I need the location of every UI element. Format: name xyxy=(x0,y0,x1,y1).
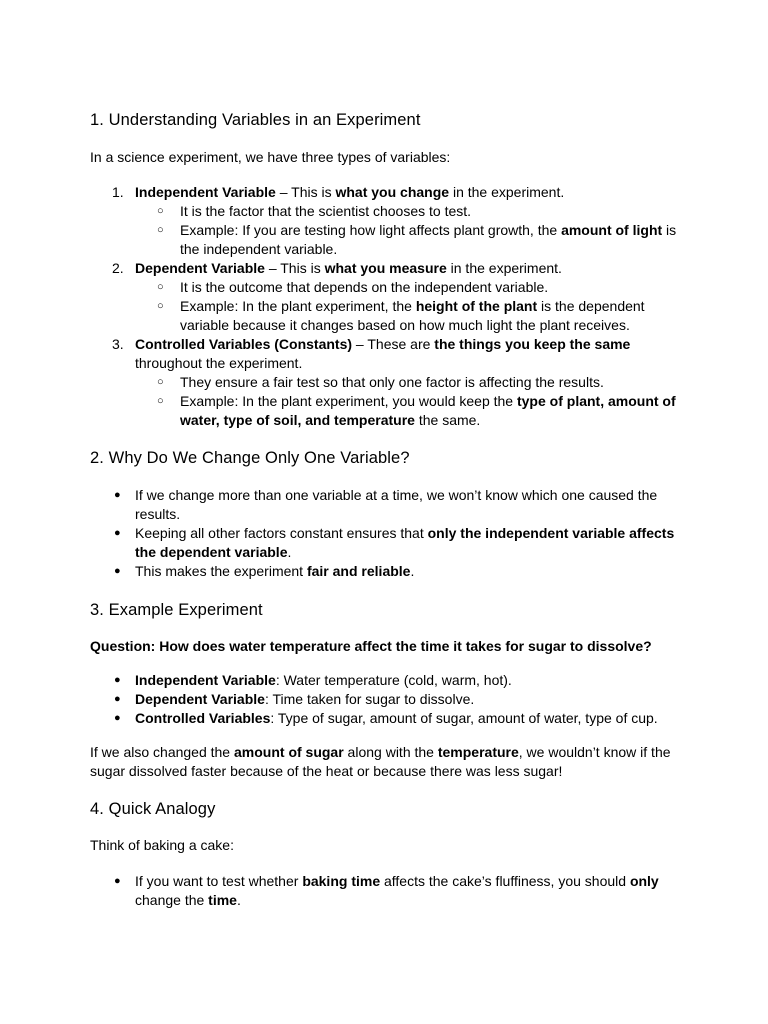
bold-text: Independent Variable xyxy=(135,672,276,688)
bold-text: only xyxy=(629,873,659,889)
section-4-intro: Think of baking a cake: xyxy=(90,837,234,853)
sublist-item xyxy=(135,202,680,221)
item-text xyxy=(135,563,414,579)
list-item-independent xyxy=(90,183,680,259)
circle-bullet-icon: ○ xyxy=(157,281,164,293)
text-run: – This is xyxy=(264,260,325,276)
text-run: . xyxy=(410,563,415,579)
text-run: Example: In the plant experiment, you would keep the xyxy=(180,393,517,409)
list-item xyxy=(90,671,680,690)
text-run: change the xyxy=(135,892,209,908)
sublist xyxy=(135,278,680,335)
section-1-heading: 1. Understanding Variables in an Experiment xyxy=(90,111,421,129)
bold-text: Controlled Variables xyxy=(135,710,271,726)
text-run: : Water temperature (cold, warm, hot). xyxy=(275,672,512,688)
document-content xyxy=(90,110,680,910)
bold-text: type of plant, amount of water, type of soil, and temperature xyxy=(180,393,676,428)
text-run: affects the cake’s fluffiness, you should xyxy=(380,873,630,889)
text-run: is the independent variable. xyxy=(180,222,677,257)
list-number: 1. xyxy=(112,184,124,200)
sub-text xyxy=(180,203,471,219)
list-item xyxy=(90,524,680,562)
bold-text: Dependent Variable xyxy=(135,260,265,276)
dot-bullet-icon: ● xyxy=(114,693,121,705)
text-run: : Type of sugar, amount of sugar, amount of water, type of cup. xyxy=(270,710,658,726)
section-2-heading: 2. Why Do We Change Only One Variable? xyxy=(90,449,410,467)
section-1-intro: In a science experiment, we have three types of variables: xyxy=(90,149,451,165)
dot-bullet-icon: ● xyxy=(114,712,121,724)
text-run: Example: In the plant experiment, the xyxy=(180,298,416,314)
circle-bullet-icon: ○ xyxy=(157,224,164,236)
list-item-dependent xyxy=(90,259,680,335)
bold-text: time xyxy=(208,892,237,908)
variables-list xyxy=(90,183,680,430)
section-4-heading: 4. Quick Analogy xyxy=(90,800,216,818)
circle-bullet-icon: ○ xyxy=(157,205,164,217)
bold-text: temperature xyxy=(437,744,519,760)
item-text xyxy=(135,710,658,726)
circle-bullet-icon: ○ xyxy=(157,395,164,407)
text-run: This makes the experiment xyxy=(135,563,307,579)
item-text xyxy=(135,260,562,276)
text-run: – These are xyxy=(352,336,435,352)
example-list xyxy=(90,671,680,728)
list-number: 2. xyxy=(112,260,124,276)
item-text xyxy=(135,691,474,707)
text-run: They ensure a fair test so that only one factor is affecting the results. xyxy=(180,374,604,390)
sublist xyxy=(135,373,680,430)
bold-text: amount of light xyxy=(561,222,663,238)
section-3-heading: 3. Example Experiment xyxy=(90,601,263,619)
text-run: in the experiment. xyxy=(449,184,565,200)
sublist xyxy=(135,202,680,259)
text-run: If we change more than one variable at a time, we won’t know which one caused the results. xyxy=(135,487,658,522)
sublist-item xyxy=(135,297,680,335)
bold-text: height of the plant xyxy=(415,298,538,314)
dot-bullet-icon: ● xyxy=(114,565,121,577)
question-text xyxy=(90,637,680,656)
list-item xyxy=(90,562,680,581)
item-text xyxy=(135,184,564,200)
text-run: , we wouldn’t know if the sugar dissolved faster because of the heat or because there was less sugar! xyxy=(90,744,671,779)
item-text xyxy=(135,525,674,560)
example-paragraph xyxy=(90,743,680,781)
bold-text: Dependent Variable xyxy=(135,691,265,707)
bold-text: only the independent variable affects the dependent variable xyxy=(135,525,675,560)
why-list xyxy=(90,486,680,581)
text-run: in the experiment. xyxy=(446,260,562,276)
text-run: It is the outcome that depends on the independent variable. xyxy=(180,279,549,295)
text-run: If we also changed the xyxy=(90,744,234,760)
text-run: : Time taken for sugar to dissolve. xyxy=(264,691,475,707)
text-run: . xyxy=(236,892,241,908)
bold-text: baking time xyxy=(302,873,381,889)
list-item xyxy=(90,709,680,728)
item-text xyxy=(135,672,512,688)
bold-text: what you change xyxy=(335,184,450,200)
bold-text: what you measure xyxy=(324,260,447,276)
dot-bullet-icon: ● xyxy=(114,527,121,539)
text-run: . xyxy=(287,544,292,560)
dot-bullet-icon: ● xyxy=(114,674,121,686)
sub-text xyxy=(180,374,604,390)
sub-text xyxy=(180,298,645,333)
list-item xyxy=(90,690,680,709)
circle-bullet-icon: ○ xyxy=(157,300,164,312)
bold-text: Controlled Variables (Constants) xyxy=(135,336,353,352)
text-run: If you want to test whether xyxy=(135,873,303,889)
sublist-item xyxy=(135,278,680,297)
text-run: throughout the experiment. xyxy=(135,355,303,371)
bold-text: amount of sugar xyxy=(234,744,344,760)
bold-text: Independent Variable xyxy=(135,184,276,200)
list-number: 3. xyxy=(112,336,124,352)
sub-text xyxy=(180,393,676,428)
analogy-list xyxy=(90,872,680,910)
sublist-item xyxy=(135,373,680,392)
text-run: It is the factor that the scientist chooses to test. xyxy=(180,203,472,219)
text-run: Example: If you are testing how light affects plant growth, the xyxy=(180,222,562,238)
item-text xyxy=(135,487,657,522)
dot-bullet-icon: ● xyxy=(114,489,121,501)
text-run: the same. xyxy=(414,412,481,428)
bold-text: the things you keep the same xyxy=(434,336,631,352)
sublist-item xyxy=(135,221,680,259)
dot-bullet-icon: ● xyxy=(114,875,121,887)
item-text xyxy=(135,873,659,908)
text-run: along with the xyxy=(343,744,438,760)
item-text xyxy=(135,336,630,371)
question-bold: Question: How does water temperature affect the time it takes for sugar to dissolve? xyxy=(90,638,652,654)
circle-bullet-icon: ○ xyxy=(157,376,164,388)
sublist-item xyxy=(135,392,680,430)
list-item xyxy=(90,486,680,524)
list-item-controlled xyxy=(90,335,680,430)
text-run: is the dependent variable because it changes based on how much light the plant receives. xyxy=(180,298,645,333)
bold-text: fair and reliable xyxy=(306,563,411,579)
list-item xyxy=(90,872,680,910)
text-run: Keeping all other factors constant ensures that xyxy=(135,525,428,541)
sub-text xyxy=(180,222,676,257)
text-run: – This is xyxy=(275,184,336,200)
sub-text xyxy=(180,279,548,295)
